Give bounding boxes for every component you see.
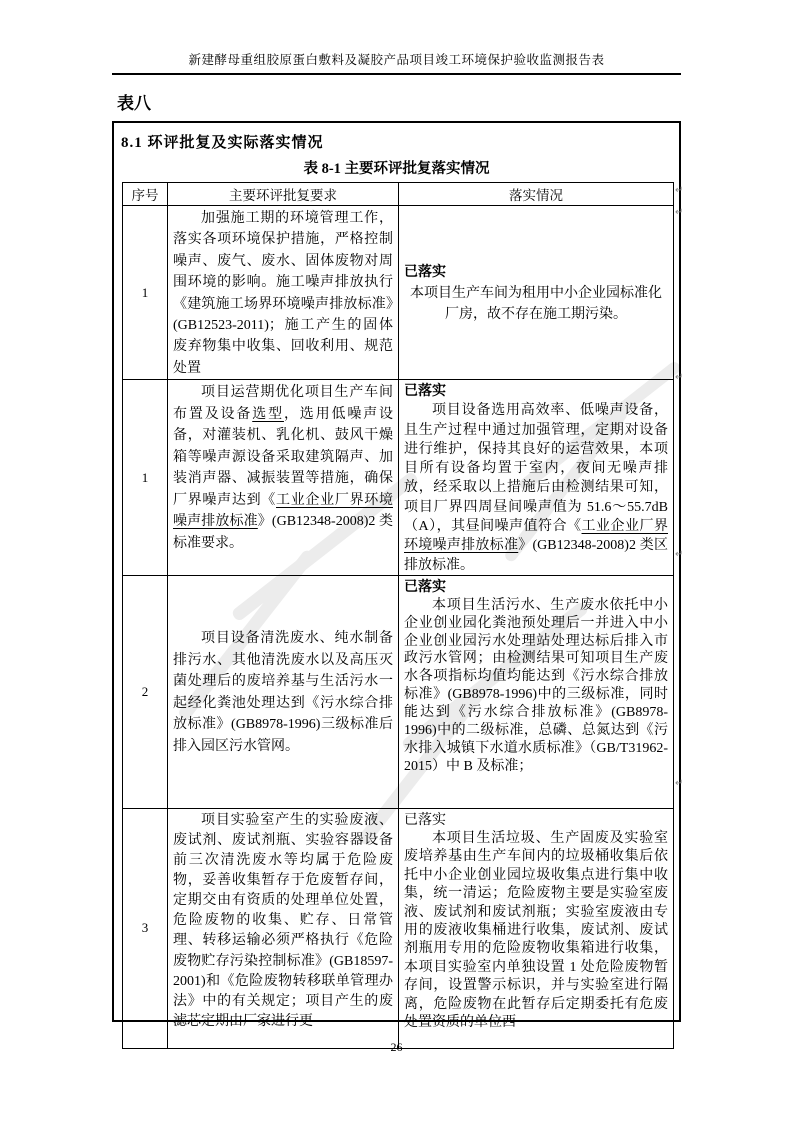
- row3-status-cell: [399, 575, 674, 808]
- row1-status-body: 本项目生产车间为租用中小企业园标准化厂房，故不存在施工期污染。: [410, 285, 662, 322]
- row4-requirement-cell: [168, 808, 399, 1048]
- table-row: [123, 380, 674, 576]
- row2-status-post: 》(GB12348-2008)2 类区排放标准。: [404, 538, 669, 573]
- row2-status-cell: [399, 380, 674, 576]
- row2-req-underline1: 选型: [252, 406, 284, 422]
- table-row: [123, 575, 674, 808]
- row2-req-pre: 项目运营期优化项目生产车间布置及设备: [173, 385, 393, 422]
- row2-status-body: [404, 401, 668, 575]
- row2-requirement-cell: [168, 380, 399, 576]
- row3-requirement-cell: [168, 575, 399, 808]
- row4-no: 3: [123, 808, 168, 1048]
- table-row: [123, 206, 674, 380]
- row3-no: 2: [123, 575, 168, 808]
- header-cell-no: 序号: [123, 183, 168, 206]
- table-caption: 表 8-1 主要环评批复落实情况: [303, 161, 490, 177]
- paragraph-mark-icon: ↵: [675, 372, 684, 383]
- eia-implementation-table: [122, 182, 674, 1049]
- row4-status-body: 本项目生活垃圾、生产固废及实验室废培养基由生产车间内的垃圾桶收集后依托中小企业创业园垃圾收集点进行集中收集，统一清运；危险废物主要是实验室废液、废试剂和废试剂瓶；实验室废液由专用的废液收集桶进行收集，废试剂、废试剂瓶用专用的危险废物收集箱进行收集，本项目实验室内单独设置 1 处危险废物暂存间，设置警示标识，并与实验室进行隔离，危险废物在此暂存后定期委托有危废处置资质的单位西: [404, 830, 668, 1030]
- paragraph-mark-icon: ↵: [675, 207, 684, 218]
- row4-status-cell: [399, 808, 674, 1048]
- row1-no: 1: [123, 206, 168, 380]
- paragraph-mark-icon: ↵: [675, 549, 684, 560]
- row1-status-cell: [399, 206, 674, 380]
- row2-status-underline: 工业企业厂界环境噪声排放标准: [404, 519, 668, 554]
- row4-status-head: 已落实: [404, 812, 446, 828]
- page-number: 26: [390, 1040, 403, 1054]
- page-header-title: 新建酵母重组胶原蛋白敷料及凝胶产品项目竣工环境保护验收监测报告表: [188, 53, 605, 67]
- row2-no: 1: [123, 380, 168, 576]
- page-header: [112, 50, 681, 75]
- row2-req-underline2: 工业企业厂界环境噪声排放标准: [173, 492, 393, 530]
- paragraph-mark-icon: ↵: [675, 185, 684, 196]
- row4-requirement-text: 项目实验室产生的实验废液、废试剂、废试剂瓶、实验容器设备前三次清洗废水等均属于危险废物，妥善收集暂存于危废暂存间，定期交由有资质的处理单位处置，危险废物的收集、贮存、日常管理、转移运输必须严格执行《危险废物贮存污染控制标准》(GB18597-2001)和《危险废物转移联单管理办法》中的有关规定；项目产生的废滤芯定期由厂家进行更: [173, 812, 393, 1029]
- row2-req-post: 》(GB12348-2008)2 类标准要求。: [173, 514, 393, 551]
- header-cell-status: 落实情况: [399, 183, 674, 206]
- row1-requirement-cell: [168, 206, 399, 380]
- paragraph-mark-icon: ↵: [675, 778, 684, 789]
- row2-requirement-text: [173, 380, 393, 554]
- row2-req-mid: ，选用低噪声设备，对灌装机、乳化机、鼓风干燥箱等噪声源设备采取建筑隔声、加装消声器、减振装置等措施，确保厂界噪声达到《: [173, 406, 394, 508]
- row1-requirement-text: 加强施工期的环境管理工作，落实各项环境保护措施，严格控制噪声、废气、废水、固体废物对周围环境的影响。施工噪声排放执行《建筑施工场界环境噪声排放标准》(GB12523-2011)；施工产生的固体废弃物集中收集、回收利用、规范处置: [173, 211, 393, 376]
- table-row: [123, 808, 674, 1048]
- section-title: 8.1 环评批复及实际落实情况: [121, 135, 324, 151]
- row1-status-head: 已落实: [404, 264, 446, 280]
- header-cell-requirement: 主要环评批复要求: [168, 183, 399, 206]
- row3-status-head: 已落实: [404, 579, 446, 595]
- table-label: 表八: [117, 94, 151, 113]
- row3-requirement-text: 项目设备清洗废水、纯水制备排污水、其他清洗废水以及高压灭菌处理后的废培养基与生活污水一起经化粪池处理达到《污水综合排放标准》(GB8978-1996)三级标准后排入园区污水管网。: [173, 631, 393, 754]
- row3-status-body: 本项目生活污水、生产废水依托中小企业创业园化粪池预处理后一并进入中小企业创业园污水处理站处理达标后排入市政污水管网；由检测结果可知项目生产废水各项指标均值均能达到《污水综合排放标准》(GB8978-1996)中的三级标准，同时能达到《污水综合排放标准》(GB8978-1996)中的二级标准，总磷、总氮达到《污水排入城镇下水道水质标准》（GB/T31962-2015）中 B 及标准；: [404, 597, 668, 774]
- table-header-row: [123, 183, 674, 206]
- row2-status-head: 已落实: [404, 384, 446, 400]
- row2-status-pre: 项目设备选用高效率、低噪声设备，且生产过程中通过加强管理，定期对设备进行维护，保持其良好的运营效果，本项目所有设备均置于室内，夜间无噪声排放，经采取以上措施后由检测结果可知，项目厂界四周昼间噪声值为 51.6～55.7dB（A），其昼间噪声值符合《: [404, 403, 668, 535]
